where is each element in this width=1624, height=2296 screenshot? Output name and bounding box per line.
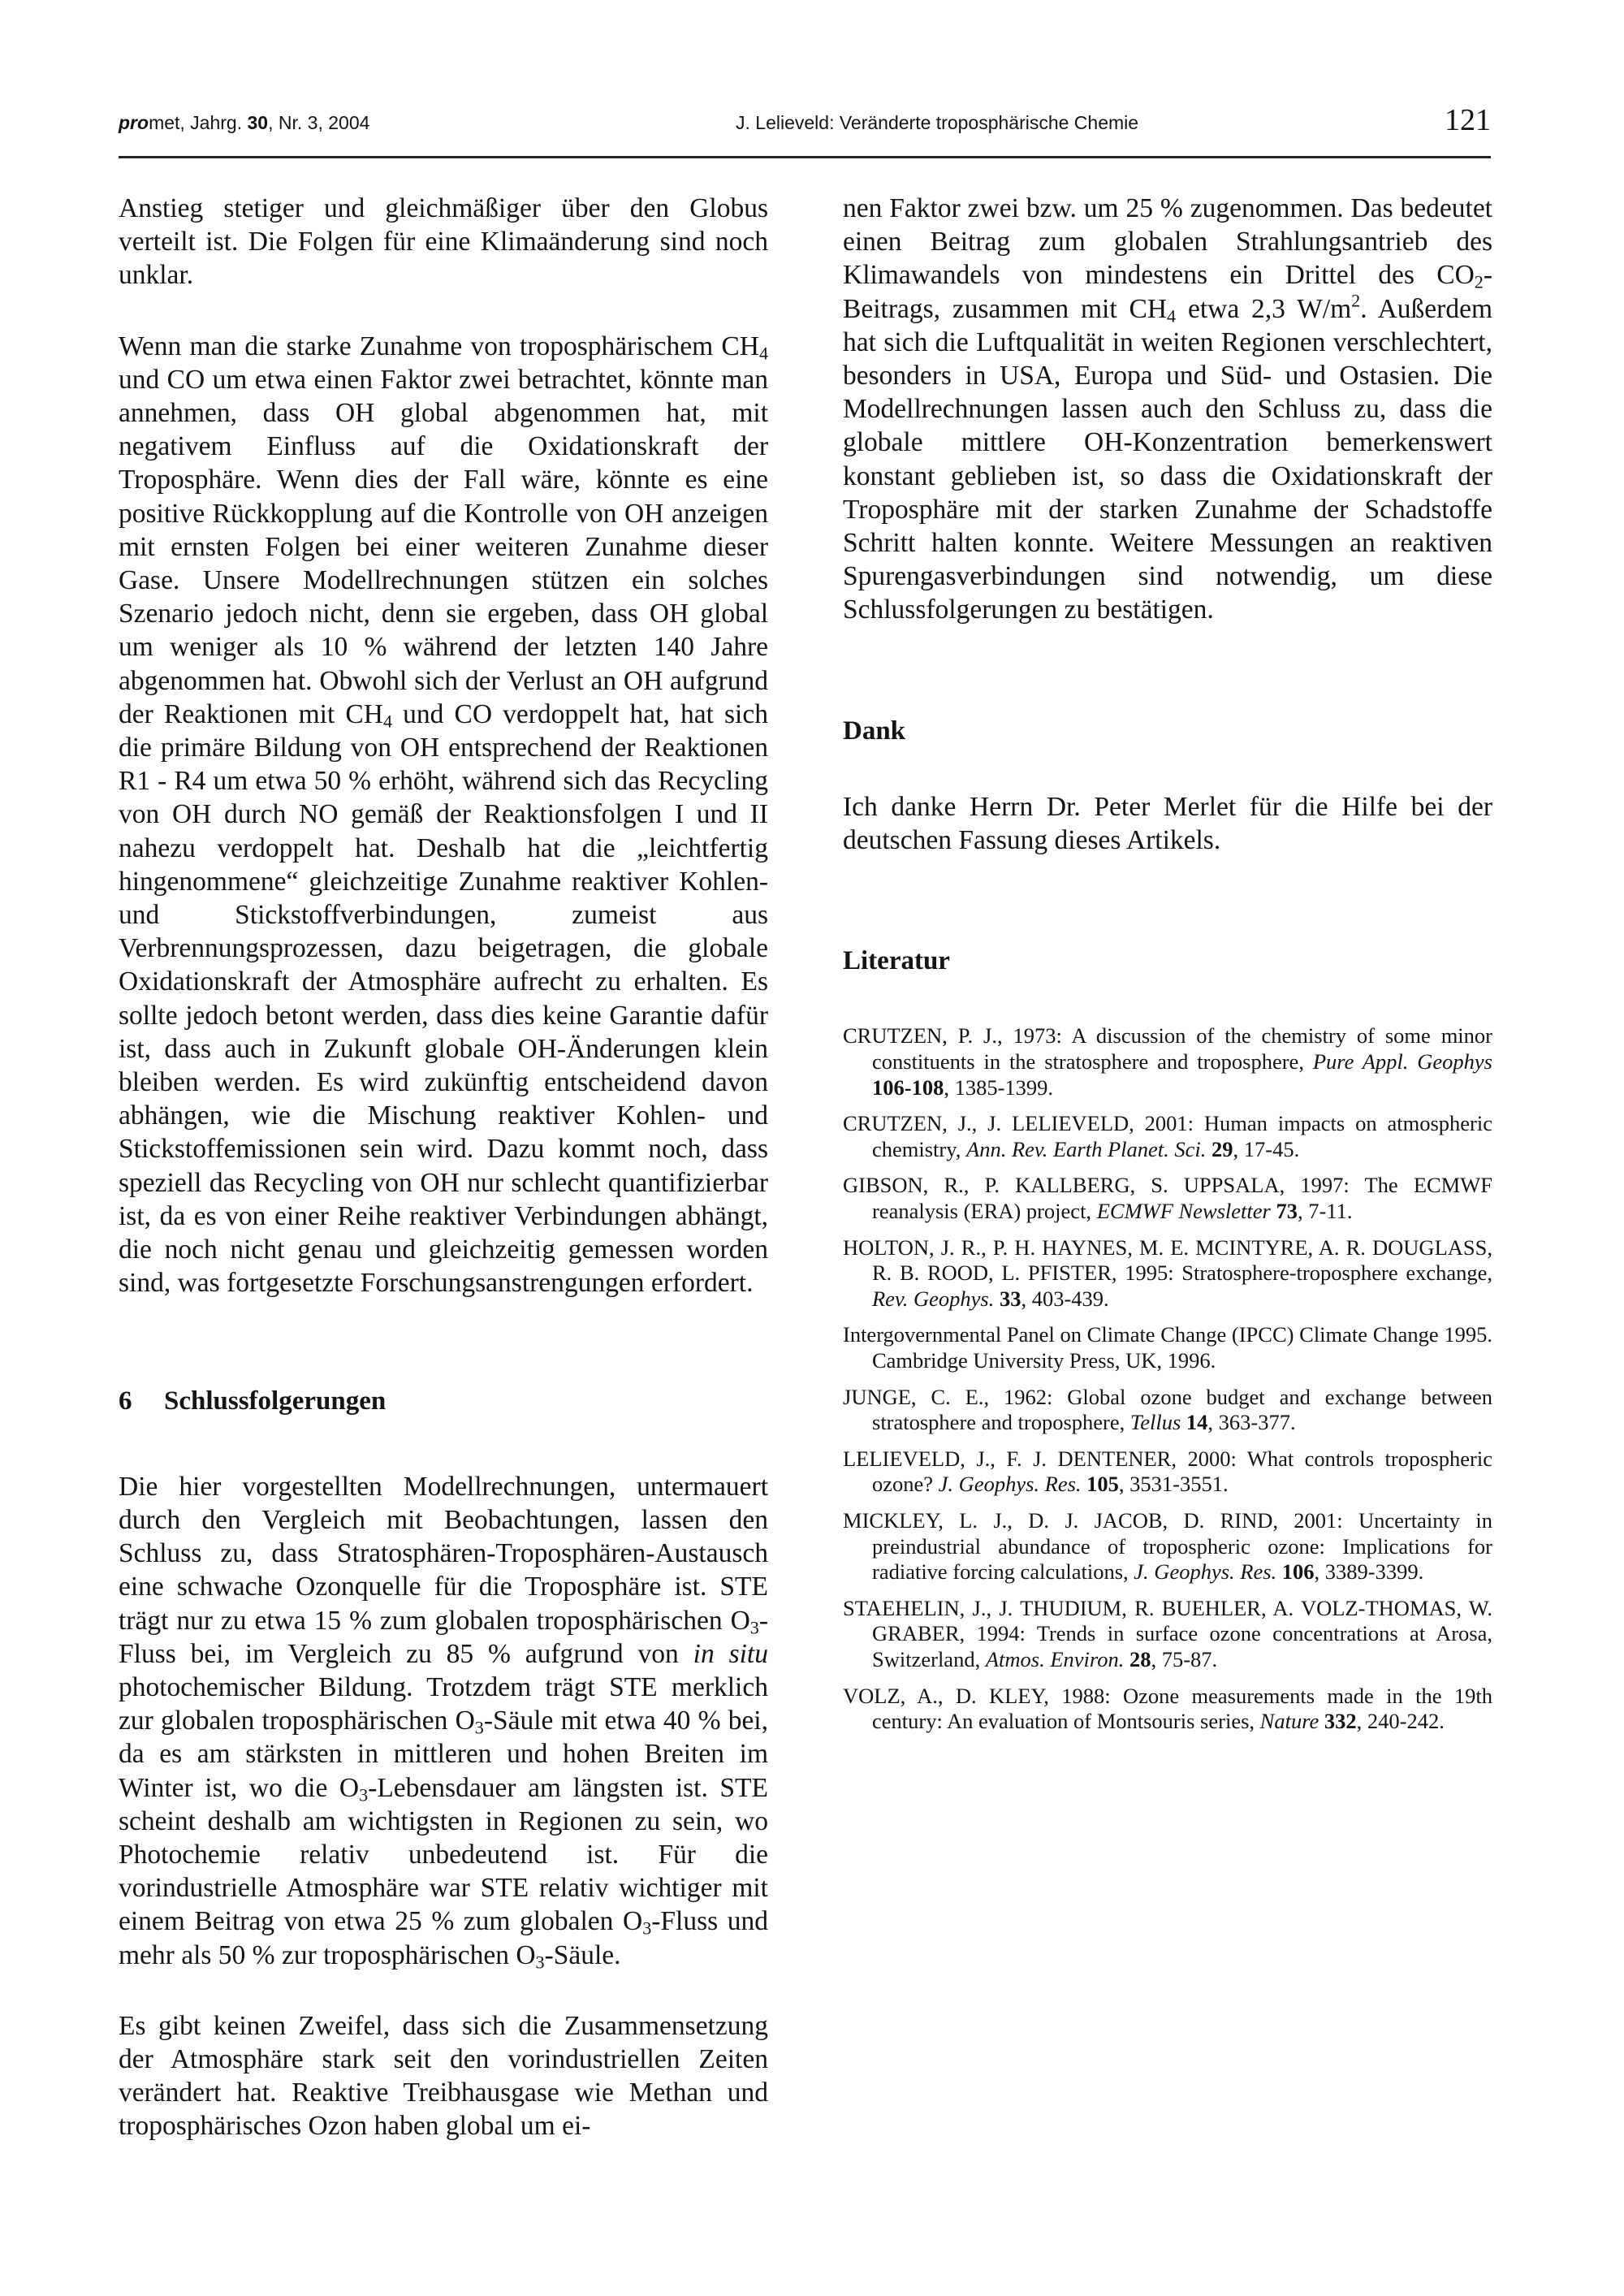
journal-name-pro: pro (119, 112, 149, 133)
left-paragraph-1: Anstieg stetiger und gleichmäßiger über den Globus verteilt ist. Die Folgen für eine Klimaänderung sind noch unklar. (119, 193, 768, 291)
reference-item: Intergovernmental Panel on Climate Change (IPCC) Climate Change 1995. Cambridge University Press, UK, 1996. (843, 1322, 1492, 1373)
journal-year-prefix: , Jahrg. (179, 112, 248, 133)
reference-item: LELIEVELD, J., F. J. DENTENER, 2000: What controls tropospheric ozone? J. Geophys. Res. 105, 3531-3551. (843, 1446, 1492, 1497)
reference-item: CRUTZEN, P. J., 1973: A discussion of the chemistry of some minor constituents in the stratosphere and troposphere, Pure Appl. Geophys 106-108, 1385-1399. (843, 1023, 1492, 1100)
reference-item: GIBSON, R., P. KALLBERG, S. UPPSALA, 1997: The ECMWF reanalysis (ERA) project, ECMWF Newsletter 73, 7-11. (843, 1173, 1492, 1224)
section-number: 6 (119, 1386, 132, 1416)
reference-item: JUNGE, C. E., 1962: Global ozone budget and exchange between stratosphere and troposphere, Tellus 14, 363-377. (843, 1384, 1492, 1435)
dank-heading: Dank (843, 716, 906, 746)
reference-item: VOLZ, A., D. KLEY, 1988: Ozone measurements made in the 19th century: An evaluation of Montsouris series, Nature 332, 240-242. (843, 1683, 1492, 1734)
journal-volume: 30 (247, 112, 269, 133)
right-column (843, 192, 1492, 1745)
header-rule (119, 156, 1491, 158)
reference-item: MICKLEY, L. J., D. J. JACOB, D. RIND, 2001: Uncertainty in preindustrial abundance of tropospheric ozone: Implications for radiative forcing calculations, J. Geophys. Res. 106, 3389-3399. (843, 1507, 1492, 1585)
section-title: Schlussfolgerungen (164, 1386, 387, 1416)
reference-item: CRUTZEN, J., J. LELIEVELD, 2001: Human impacts on atmospheric chemistry, Ann. Rev. Earth Planet. Sci. 29, 17-45. (843, 1111, 1492, 1161)
page-number: 121 (1445, 103, 1491, 137)
section-heading-schlussfolgerungen (119, 1385, 768, 1418)
reference-list (843, 1023, 1492, 1734)
journal-name-met: met (149, 112, 180, 133)
journal-issue: , Nr. 3, 2004 (268, 112, 370, 133)
left-paragraph-4: Es gibt keinen Zweifel, dass sich die Zusammensetzung der Atmosphäre stark seit den vorindustriellen Zeiten verändert hat. Reaktive Treibhausgase wie Methan und troposphärisches Ozon haben global um ei- (119, 2010, 768, 2142)
right-paragraph-1: nen Faktor zwei bzw. um 25 % zugenommen. Das bedeutet einen Beitrag zum globalen Strahlungsantrieb des Klimawandels von mindestens ein Drittel des $CO_2$-Beitrags, zusammen mit $CH_4$ etwa 2,3 $W/m^2$. Außerdem hat sich die Luftqualität in weiten Regionen verschlechtert, besonders in USA, Europa und Süd- und Ostasien. Die Modellrechnungen lassen auch den Schluss zu, dass die globale mittlere OH-Konzentration bemerkenswert konstant geblieben ist, so dass die Oxidationskraft der Troposphäre mit der starken Zunahme der Schadstoffe Schritt halten konnte. Weitere Messungen an reaktiven Spurengasverbindungen sind notwendig, um diese Schlussfolgerungen zu bestätigen. (843, 193, 1493, 625)
journal-citation (119, 112, 369, 134)
running-title: J. Lelieveld: Veränderte troposphärische Chemie (736, 112, 1139, 133)
dank-paragraph: Ich danke Herrn Dr. Peter Merlet für die Hilfe bei der deutschen Fassung dieses Artikels. (843, 791, 1492, 856)
reference-item: STAEHELIN, J., J. THUDIUM, R. BUEHLER, A. VOLZ-THOMAS, W. GRABER, 1994: Trends in surface ozone concentrations at Arosa, Switzerland, Atmos. Environ. 28, 75-87. (843, 1595, 1492, 1671)
left-paragraph-3: Die hier vorgestellten Modellrechnungen, untermauert durch den Vergleich mit Beobachtungen, lassen den Schluss zu, dass Stratosphären-Troposphären-Austausch eine schwache Ozonquelle für die Troposphäre ist. STE trägt nur zu etwa 15 % zum globalen troposphärischen $O_3$-Fluss bei, im Vergleich zu 85 % aufgrund von in situ photochemischer Bildung. Trotzdem trägt STE merklich zur globalen troposphärischen $O_3$-Säule mit etwa 40 % bei, da es am stärksten in mittleren und hohen Breiten im Winter ist, wo die $O_3$-Lebensdauer am längsten ist. STE scheint deshalb am wichtigsten in Regionen zu sein, wo Photochemie relativ unbedeutend ist. Für die vorindustrielle Atmosphäre war STE relativ wichtiger mit einem Beitrag von etwa 25 % zum globalen $O_3$-Fluss und mehr als 50 % zur troposphärischen $O_3$-Säule. (119, 1471, 768, 1973)
reference-item: HOLTON, J. R., P. H. HAYNES, M. E. MCINTYRE, A. R. DOUGLASS, R. B. ROOD, L. PFISTER, 1995: Stratosphere-troposphere exchange, Rev. Geophys. 33, 403-439. (843, 1234, 1492, 1311)
literatur-heading: Literatur (843, 946, 950, 976)
left-column (119, 192, 768, 2143)
running-header (119, 104, 1491, 143)
left-paragraph-2: Wenn man die starke Zunahme von troposphärischem $CH_4$ und CO um etwa einen Faktor zwei betrachtet, könnte man annehmen, dass OH global abgenommen hat, mit negativem Einfluss auf die Oxidationskraft der Troposphäre. Wenn dies der Fall wäre, könnte es eine positive Rückkopplung auf die Kontrolle von OH anzeigen mit ernsten Folgen bei einer weiteren Zunahme dieser Gase. Unsere Modellrechnungen stützen ein solches Szenario jedoch nicht, denn sie ergeben, dass OH global um weniger als 10 % während der letzten 140 Jahre abgenommen hat. Obwohl sich der Verlust an OH aufgrund der Reaktionen mit $CH_4$ und CO verdoppelt hat, hat sich die primäre Bildung von OH entsprechend der Reaktionen R1 - R4 um etwa 50 % erhöht, während sich das Recycling von OH durch NO gemäß der Reaktionsfolgen I und II nahezu verdoppelt hat. Deshalb hat die „leichtfertig hingenommene“ gleichzeitige Zunahme reaktiver Kohlen- und Stickstoffverbindungen, zumeist aus Verbrennungsprozessen, dazu beigetragen, die globale Oxidationskraft der Atmosphäre aufrecht zu erhalten. Es sollte jedoch betont werden, dass dies keine Garantie dafür ist, dass auch in Zukunft globale OH-Änderungen klein bleiben werden. Es wird zukünftig entscheidend davon abhängen, wie die Mischung reaktiver Kohlen- und Stickstoffemissionen sein wird. Dazu kommt noch, dass speziell das Recycling von OH nur schlecht quantifizierbar ist, da es von einer Reihe reaktiver Verbindungen abhängt, die noch nicht genau und gleichzeitig gemessen worden sind, was fortgesetzte Forschungsanstrengungen erfordert. (119, 331, 768, 1299)
